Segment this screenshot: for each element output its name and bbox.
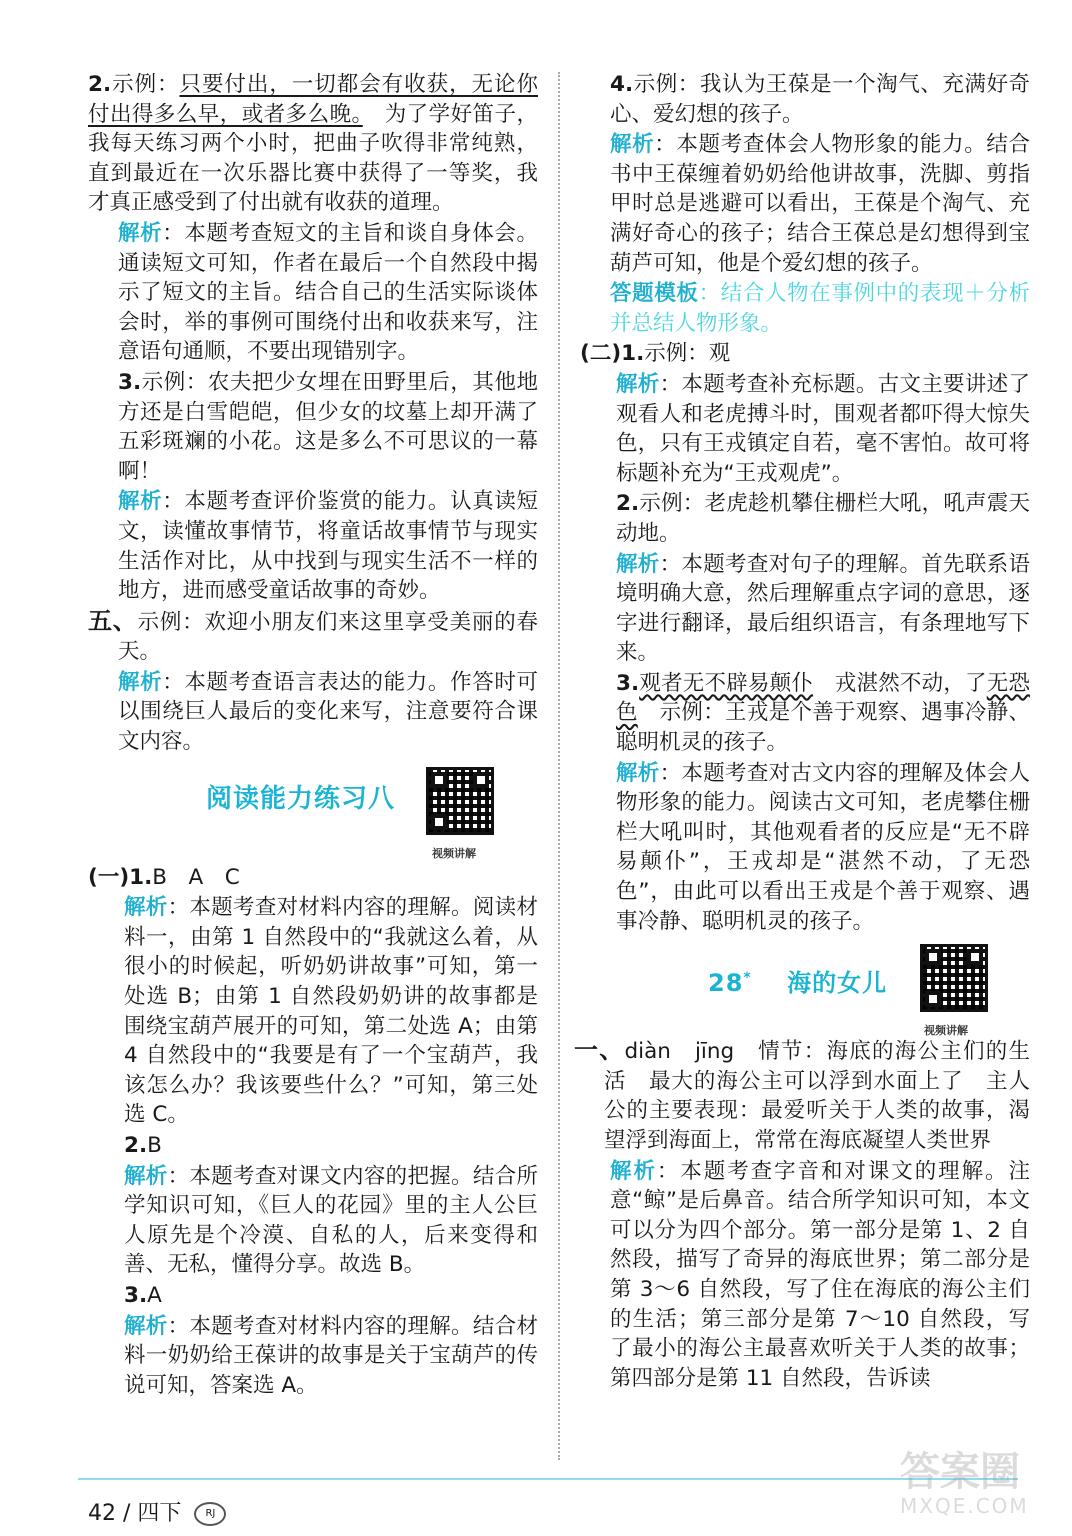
answer-e1: (二)1.示例：观 — [580, 341, 731, 367]
analysis-label: 解析 — [118, 669, 163, 695]
analysis-e1: 解析：本题考查补充标题。古文主要讲述了观看人和老虎搏斗时，围观者都吓得大惊失色，只有王戎镇定自若，毫不害怕。故可将标题补充为“王戎观虎”。 — [616, 371, 1030, 486]
analysis-label: 解析 — [118, 489, 163, 515]
analysis-label: 解析 — [124, 1313, 168, 1339]
answer-e2: 2.示例：老虎趁机攀住栅栏大吼，吼声震天动地。 — [616, 491, 1030, 546]
question-number: 2. — [616, 491, 640, 517]
analysis-s1: 解析：本题考查对材料内容的理解。阅读材料一，由第 1 自然段中的“我就这么着，从很小的时候起，听奶奶讲故事”可知，第一处选 B；由第 1 自然段奶奶讲的故事都是围绕宝葫芦展开的可知，第二处选 A；由第 4 自然段中的“我要是有了一个宝葫芦，我该怎么办？我该要些什么？”可知，第三处选 C。 — [124, 895, 538, 1128]
left-column — [88, 70, 538, 1401]
analysis-label: 解析 — [616, 760, 660, 786]
analysis-q5: 解析：本题考查语言表达的能力。作答时可以围绕巨人最后的变化来写，注意要符合课文内容。 — [118, 669, 538, 755]
analysis-label: 解析 — [610, 1158, 657, 1184]
grade-label: 四下 — [137, 1501, 182, 1526]
answer-q4: 4.示例：我认为王葆是一个淘气、充满好奇心、爱幻想的孩子。 — [610, 72, 1030, 127]
answer-q3: 3.示例：农夫把少女埋在田野里后，其他地方还是白雪皑皑，但少女的坟墓上却开满了五彩斑斓的小花。这是多么不可思议的一幕啊！ — [118, 369, 538, 484]
page-number: 42 — [88, 1501, 116, 1526]
analysis-s2: 解析：本题考查对课文内容的把握。结合所学知识可知，《巨人的花园》里的主人公巨人原先是个冷漠、自私的人，后来变得和善、无私，懂得分享。故选 B。 — [124, 1163, 538, 1278]
qr-caption: 视频讲解 — [432, 846, 476, 860]
analysis-q3: 解析：本题考查评价鉴赏的能力。认真读短文，读懂故事情节，将童话故事情节与现实生活作对比，从中找到与现实生活不一样的地方，进而感受童话故事的奇妙。 — [118, 489, 538, 604]
question-number: 2. — [88, 72, 112, 97]
answer-s1: (一)1.B A C — [88, 864, 240, 890]
question-number: 2. — [124, 1133, 148, 1158]
column-divider — [558, 72, 560, 1460]
section-title: 阅读能力练习八 — [206, 783, 396, 814]
underlined-sentence: 只要付出，一切都会有收获，无论你付出得多么早，或者多么晚。 — [88, 72, 538, 127]
analysis-label: 解析 — [118, 220, 163, 246]
watermark — [900, 1450, 1060, 1532]
qr-caption: 视频讲解 — [924, 1024, 968, 1038]
question-number: 3. — [118, 369, 142, 395]
question-number: 五、 — [88, 606, 138, 635]
question-number: (一)1. — [88, 864, 153, 890]
analysis-label: 解析 — [616, 371, 660, 397]
right-column — [574, 70, 1030, 1394]
template-text: ：结合人物在事例中的表现＋分析并总结人物形象。 — [610, 281, 1030, 336]
wavy-quote-2: 无恐色 — [616, 670, 1030, 726]
answer-e3: 3.观者无不辟易颠仆 戎湛然不动，了无恐色 示例：王戎是个善于观察、遇事冷静、聪明机灵的孩子。 — [616, 670, 1030, 756]
answer-f1: 一、diàn jīng 情节：海底的海公主们的生活 最大的海公主可以浮到水面上了 主人公的主要表现：最爱听关于人类的故事，渴望浮到海面上，常常在海底凝望人类世界 — [574, 1036, 1030, 1153]
watermark-url: MXQE.COM — [900, 1494, 1029, 1518]
analysis-label: 解析 — [610, 132, 655, 158]
analysis-e3: 解析：本题考查对古文内容的理解及体会人物形象的能力。阅读古文可知，老虎攀住栅栏大吼叫时，其他观看者的反应是“无不辟易颠仆”，王戎却是“湛然不动，了无恐色”，由此可以看出王戎是个善于观察、遇事冷静、聪明机灵的孩子。 — [616, 760, 1030, 934]
wavy-quote-1: 观者无不辟易颠仆 — [639, 670, 814, 696]
footer-rule — [78, 1478, 1018, 1480]
analysis-label: 解析 — [616, 551, 660, 577]
answer-template — [580, 279, 1030, 338]
analysis-q4: 解析：本题考查体会人物形象的能力。结合书中王葆缠着奶奶给他讲故事，洗脚、剪指甲时总是逃避可以看出，王葆是个淘气、充满好奇心的孩子；结合王葆总是幻想得到宝葫芦可知，他是个爱幻想的孩子。 — [610, 132, 1030, 276]
question-number: 3. — [616, 670, 640, 696]
lesson-header — [580, 942, 1030, 1038]
analysis-e2: 解析：本题考查对句子的理解。首先联系语境明确大意，然后理解重点字词的意思，逐字进行翻译，最后组织语言，有条理地写下来。 — [616, 551, 1030, 666]
edition-badge-icon: RJ — [194, 1502, 226, 1526]
lesson-title: 海的女儿 — [787, 969, 888, 998]
answer-q5: 五、示例：欢迎小朋友们来这里享受美丽的春天。 — [88, 606, 538, 665]
page-footer: 42 / 四下 RJ — [88, 1496, 226, 1527]
analysis-s3: 解析：本题考查对材料内容的理解。结合材料一奶奶给王葆讲的故事是关于宝葫芦的传说可知，答案选 A。 — [124, 1313, 538, 1398]
qr-code-icon[interactable] — [920, 944, 988, 1012]
question-number: (二)1. — [580, 341, 645, 367]
section-header — [88, 763, 538, 859]
answer-s2: 2.B — [124, 1133, 162, 1158]
lesson-mark: * — [743, 970, 752, 987]
lesson-number: 28 — [708, 969, 744, 998]
analysis-f1: 解析：本题考查字音和对课文的理解。注意“鲸”是后鼻音。结合所学知识可知，本文可以分为四个部分。第一部分是第 1、2 自然段，描写了奇异的海底世界；第二部分是第 3～6 自然段，写了住在海底的海公主们的生活；第三部分是第 7～10 自然段，写了最小的海公主最喜欢听关于人类的故事；第四部分是第 11 自然段，告诉读 — [610, 1158, 1030, 1391]
template-label: 答题模板 — [610, 281, 699, 307]
question-number: 一、 — [574, 1036, 625, 1065]
analysis-label: 解析 — [124, 1163, 168, 1189]
answer-q2: 2.示例：只要付出，一切都会有收获，无论你付出得多么早，或者多么晚。 为了学好笛子，我每天练习两个小时，把曲子吹得非常纯熟，直到最近在一次乐器比赛中获得了一等奖，我才真正感受到了付出就有收获的道理。 — [88, 72, 538, 216]
analysis-label: 解析 — [124, 895, 168, 921]
question-number: 4. — [610, 72, 634, 97]
qr-code-icon[interactable] — [426, 767, 494, 835]
question-number: 3. — [124, 1282, 148, 1308]
watermark-text: 答案圈 — [900, 1449, 1020, 1495]
answer-s3: 3.A — [124, 1282, 162, 1308]
analysis-q2: 解析：本题考查短文的主旨和谈自身体会。通读短文可知，作者在最后一个自然段中揭示了短文的主旨。结合自己的生活实际谈体会时，举的事例可围绕付出和收获来写，注意语句通顺，不要出现错别字。 — [118, 220, 538, 365]
